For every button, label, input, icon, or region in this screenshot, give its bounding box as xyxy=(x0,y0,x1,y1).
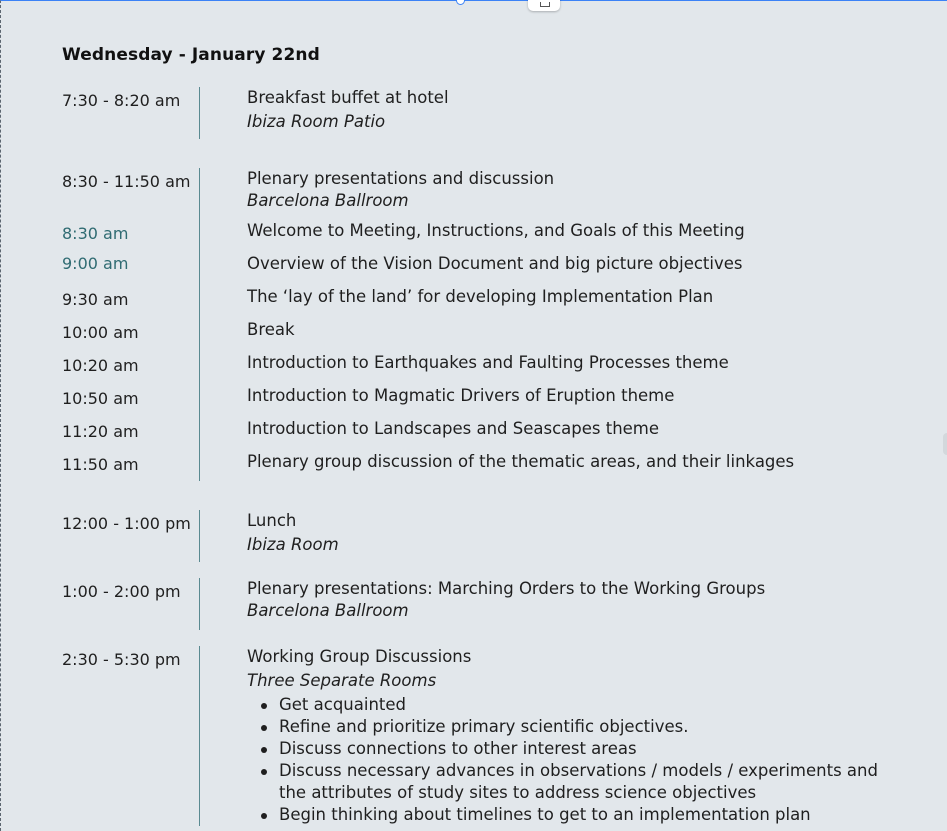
bullet-item: Discuss connections to other interest areas xyxy=(247,738,907,760)
session-event: Introduction to Earthquakes and Faulting Processes theme xyxy=(247,353,729,372)
session-time: 10:50 am xyxy=(62,389,139,408)
timeline-divider xyxy=(199,578,200,630)
scroll-handle[interactable] xyxy=(943,433,947,455)
bullet-item: Discuss necessary advances in observations / models / experiments and the attributes of study sites to address science objectives xyxy=(247,760,907,804)
session-time: 11:20 am xyxy=(62,422,139,441)
resize-handle[interactable] xyxy=(456,0,465,5)
block-location: Barcelona Ballroom xyxy=(247,191,409,210)
bullet-item: Begin thinking about timelines to get to an implementation plan xyxy=(247,804,907,826)
block-time: 1:00 - 2:00 pm xyxy=(62,582,181,601)
block-time: 2:30 - 5:30 pm xyxy=(62,650,181,669)
bullet-item: Get acquainted xyxy=(247,694,907,716)
session-time: 10:20 am xyxy=(62,356,139,375)
day-title: Wednesday - January 22nd xyxy=(62,45,320,65)
working-group-bullets xyxy=(247,694,907,826)
session-event: Introduction to Landscapes and Seascapes theme xyxy=(247,419,660,438)
timeline-divider xyxy=(199,168,200,481)
block-location: Ibiza Room Patio xyxy=(247,112,386,131)
session-event: Break xyxy=(247,320,295,339)
session-event: Welcome to Meeting, Instructions, and Goals of this Meeting xyxy=(247,221,745,240)
block-event: Plenary presentations and discussion xyxy=(247,169,555,188)
download-icon[interactable] xyxy=(528,0,560,11)
session-time: 11:50 am xyxy=(62,455,139,474)
session-time: 8:30 am xyxy=(62,224,129,243)
block-event: Breakfast buffet at hotel xyxy=(247,88,449,107)
block-time: 12:00 - 1:00 pm xyxy=(62,514,191,533)
session-event: Plenary group discussion of the thematic areas, and their linkages xyxy=(247,452,795,471)
timeline-divider xyxy=(199,646,200,826)
block-location: Barcelona Ballroom xyxy=(247,601,409,620)
timeline-divider xyxy=(199,87,200,139)
session-time: 10:00 am xyxy=(62,323,139,342)
session-event: The ‘lay of the land’ for developing Implementation Plan xyxy=(247,287,714,306)
block-time: 7:30 - 8:20 am xyxy=(62,91,181,110)
session-time: 9:00 am xyxy=(62,254,129,273)
timeline-divider xyxy=(199,510,200,562)
block-event: Plenary presentations: Marching Orders to the Working Groups xyxy=(247,579,766,598)
session-event: Introduction to Magmatic Drivers of Eruption theme xyxy=(247,386,675,405)
block-location: Ibiza Room xyxy=(247,535,339,554)
session-time: 9:30 am xyxy=(62,290,129,309)
bullet-item: Refine and prioritize primary scientific objectives. xyxy=(247,716,907,738)
session-event: Overview of the Vision Document and big picture objectives xyxy=(247,254,743,273)
block-time: 8:30 - 11:50 am xyxy=(62,172,191,191)
block-location: Three Separate Rooms xyxy=(247,671,437,690)
block-event: Lunch xyxy=(247,511,297,530)
block-event: Working Group Discussions xyxy=(247,647,472,666)
